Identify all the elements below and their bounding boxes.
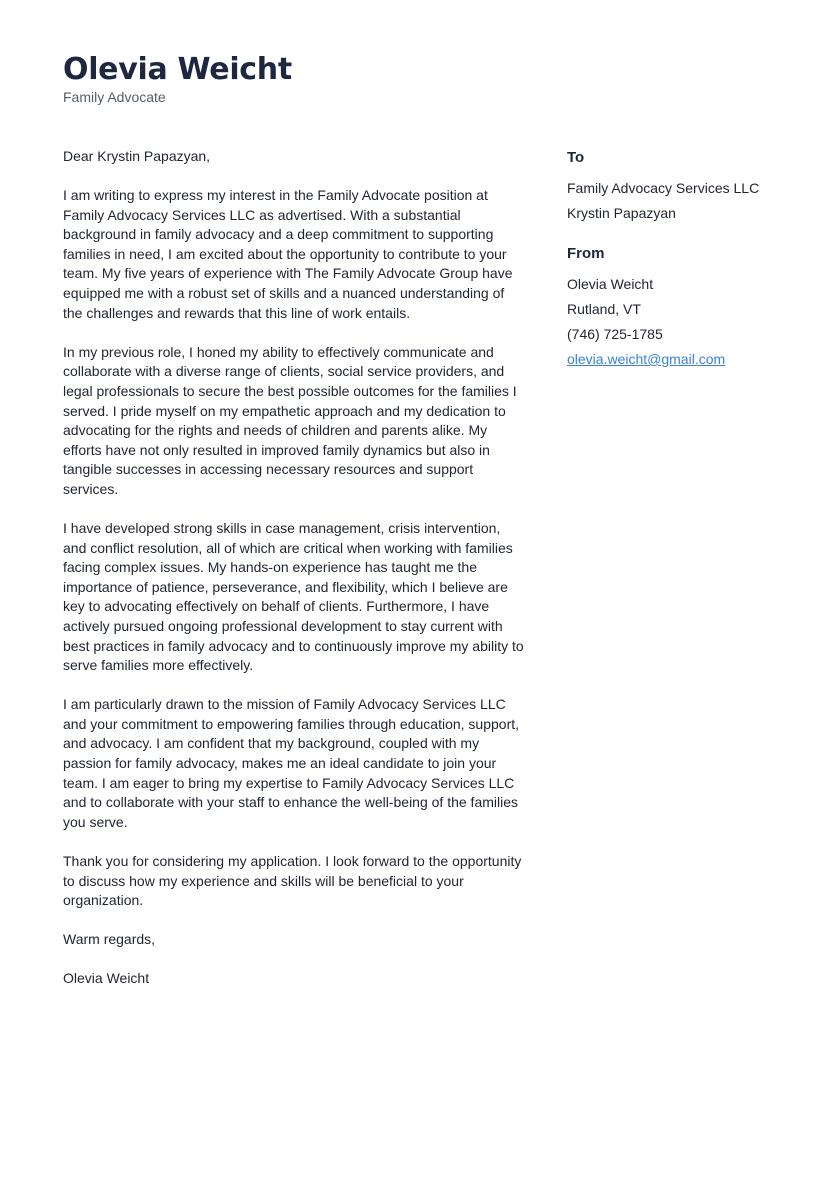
to-section bbox=[567, 148, 807, 226]
sender-email-link[interactable]: olevia.weicht@gmail.com bbox=[567, 351, 726, 367]
salutation: Dear Krystin Papazyan, bbox=[63, 148, 211, 164]
from-section bbox=[567, 244, 807, 372]
applicant-role: Family Advocate bbox=[63, 89, 166, 105]
sender-location: Rutland, VT bbox=[567, 301, 641, 317]
closing: Warm regards, bbox=[63, 931, 156, 948]
paragraph-2: In my previous role, I honed my ability to effectively communicate and collaborate with a diverse range of clients, social service providers, and legal professionals to secure the best possible outcomes for the families I served. I pride myself on my empathetic approach and my dedication to advocating for the rights and needs of children and parents alike. My efforts have not only resulted in improved family dynamics but also in tangible successes in accessing necessary resources and support services. bbox=[63, 343, 517, 497]
from-heading: From bbox=[567, 245, 605, 262]
sender-phone: (746) 725-1785 bbox=[567, 326, 663, 342]
signature: Olevia Weicht bbox=[63, 970, 150, 987]
paragraph-1: I am writing to express my interest in the Family Advocate position at Family Advocacy Services LLC as advertised. With a substantial background in family advocacy and a deep commitment to supporting families in need, I am excited about the opportunity to contribute to your team. My five years of experience with The Family Advocate Group have equipped me with a robust set of skills and a nuanced understanding of the challenges and rewards that this line of work entails. bbox=[63, 187, 513, 321]
recipient-name: Krystin Papazyan bbox=[567, 205, 676, 221]
paragraph-4: I am particularly drawn to the mission of Family Advocacy Services LLC and your commitment to empowering families through education, support, and advocacy. I am confident that my background, coupled with my passion for family advocacy, makes me an ideal candidate to join your team. I am eager to bring my expertise to Family Advocacy Services LLC and to collaborate with your staff to enhance the well-being of the families you serve. bbox=[63, 696, 520, 830]
contact-sidebar bbox=[567, 148, 807, 390]
sender-name: Olevia Weicht bbox=[567, 276, 654, 292]
letter-body bbox=[63, 147, 525, 1008]
applicant-name: Olevia Weicht bbox=[63, 52, 292, 87]
paragraph-3: I have developed strong skills in case management, crisis intervention, and conflict resolution, all of which are critical when working with families facing complex issues. My hands-on experience has taught me the importance of patience, perseverance, and flexibility, which I believe are key to advocating effectively on behalf of clients. Furthermore, I have actively pursued ongoing professional development to stay current with best practices in family advocacy and to continuously improve my ability to serve families more effectively. bbox=[63, 520, 524, 674]
to-heading: To bbox=[567, 149, 585, 166]
paragraph-5: Thank you for considering my application. I look forward to the opportunity to discuss how my experience and skills will be beneficial to your organization. bbox=[63, 852, 522, 909]
recipient-company: Family Advocacy Services LLC bbox=[567, 180, 760, 196]
letter-header bbox=[63, 52, 292, 106]
